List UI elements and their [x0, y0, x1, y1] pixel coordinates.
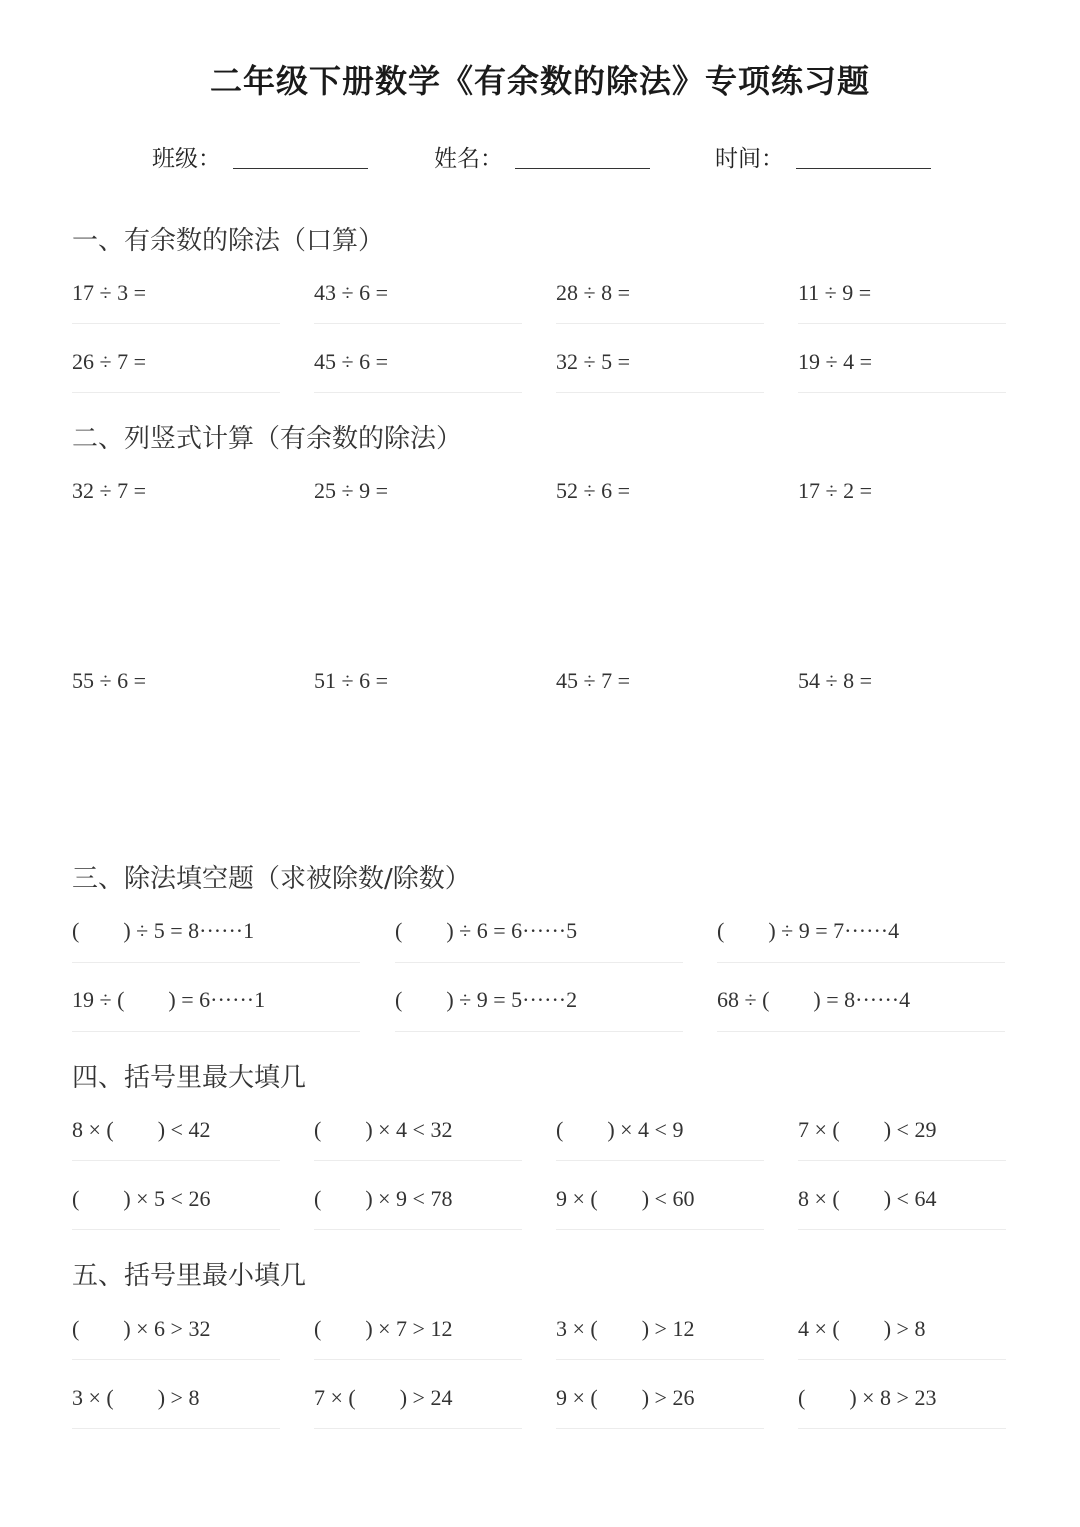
problem: 45 ÷ 7 = — [556, 668, 630, 693]
problem: 28 ÷ 8 = — [556, 280, 630, 305]
name-blank[interactable] — [515, 168, 650, 169]
answer-rule — [72, 1359, 280, 1360]
answer-rule — [798, 1229, 1006, 1230]
answer-rule — [556, 323, 764, 324]
problem: 4 × ( ) > 8 — [798, 1316, 926, 1341]
problem: ( ) ÷ 9 = 7······4 — [717, 918, 900, 943]
problem: 55 ÷ 6 = — [72, 668, 146, 693]
problem: ( ) ÷ 5 = 8······1 — [72, 918, 255, 943]
section-1-title: 一、有余数的除法（口算） — [72, 226, 385, 256]
section-4-title: 四、括号里最大填几 — [72, 1063, 307, 1093]
answer-rule — [72, 1428, 280, 1429]
answer-rule — [556, 1160, 764, 1161]
problem: ( ) ÷ 9 = 5······2 — [395, 987, 578, 1012]
answer-rule — [717, 962, 1005, 963]
student-info-row — [0, 140, 1080, 180]
problem: 45 ÷ 6 = — [314, 349, 388, 374]
problem: 51 ÷ 6 = — [314, 668, 388, 693]
page-title: 二年级下册数学《有余数的除法》专项练习题 — [209, 62, 870, 100]
answer-rule — [717, 1031, 1005, 1032]
problem: 8 × ( ) < 64 — [798, 1186, 937, 1211]
answer-rule — [395, 1031, 683, 1032]
name-field — [434, 140, 650, 173]
problem: 68 ÷ ( ) = 8······4 — [717, 987, 911, 1012]
answer-rule — [72, 1229, 280, 1230]
problem: ( ) × 5 < 26 — [72, 1186, 211, 1211]
answer-rule — [556, 1229, 764, 1230]
problem: 54 ÷ 8 = — [798, 668, 872, 693]
problem: ( ) × 4 < 9 — [556, 1117, 684, 1142]
problem: 19 ÷ ( ) = 6······1 — [72, 987, 266, 1012]
answer-rule — [314, 1359, 522, 1360]
answer-rule — [314, 1160, 522, 1161]
answer-rule — [314, 323, 522, 324]
section-3-title: 三、除法填空题（求被除数/除数） — [72, 864, 471, 894]
answer-rule — [798, 1428, 1006, 1429]
class-field — [152, 140, 368, 173]
class-blank[interactable] — [233, 168, 368, 169]
answer-rule — [314, 1428, 522, 1429]
name-label: 姓名： — [434, 146, 503, 172]
problem: 19 ÷ 4 = — [798, 349, 872, 374]
problem: ( ) ÷ 6 = 6······5 — [395, 918, 578, 943]
answer-rule — [72, 1160, 280, 1161]
problem: ( ) × 8 > 23 — [798, 1385, 937, 1410]
problem: 8 × ( ) < 42 — [72, 1117, 211, 1142]
answer-rule — [72, 392, 280, 393]
answer-rule — [798, 1359, 1006, 1360]
answer-rule — [798, 323, 1006, 324]
problem: 9 × ( ) > 26 — [556, 1385, 695, 1410]
answer-rule — [72, 962, 360, 963]
problem: 3 × ( ) > 8 — [72, 1385, 200, 1410]
problem: ( ) × 9 < 78 — [314, 1186, 453, 1211]
problem: 52 ÷ 6 = — [556, 478, 630, 503]
problem: 7 × ( ) > 24 — [314, 1385, 453, 1410]
problem: 9 × ( ) < 60 — [556, 1186, 695, 1211]
problem: 25 ÷ 9 = — [314, 478, 388, 503]
answer-rule — [72, 323, 280, 324]
answer-rule — [556, 1428, 764, 1429]
problem: 43 ÷ 6 = — [314, 280, 388, 305]
problem: 26 ÷ 7 = — [72, 349, 146, 374]
answer-rule — [314, 392, 522, 393]
problem: ( ) × 7 > 12 — [314, 1316, 453, 1341]
problem: 11 ÷ 9 = — [798, 280, 872, 305]
answer-rule — [72, 1031, 360, 1032]
answer-rule — [556, 1359, 764, 1360]
problem: 17 ÷ 3 = — [72, 280, 146, 305]
problem: ( ) × 4 < 32 — [314, 1117, 453, 1142]
problem: ( ) × 6 > 32 — [72, 1316, 211, 1341]
answer-rule — [556, 392, 764, 393]
problem: 32 ÷ 5 = — [556, 349, 630, 374]
time-field — [715, 140, 931, 173]
problem: 7 × ( ) < 29 — [798, 1117, 937, 1142]
time-blank[interactable] — [796, 168, 931, 169]
answer-rule — [395, 962, 683, 963]
problem: 17 ÷ 2 = — [798, 478, 872, 503]
answer-rule — [314, 1229, 522, 1230]
section-5-title: 五、括号里最小填几 — [72, 1261, 307, 1291]
section-2-title: 二、列竖式计算（有余数的除法） — [72, 424, 463, 454]
problem: 3 × ( ) > 12 — [556, 1316, 695, 1341]
answer-rule — [798, 392, 1006, 393]
class-label: 班级： — [152, 146, 221, 172]
problem: 32 ÷ 7 = — [72, 478, 146, 503]
answer-rule — [798, 1160, 1006, 1161]
time-label: 时间： — [715, 146, 784, 172]
